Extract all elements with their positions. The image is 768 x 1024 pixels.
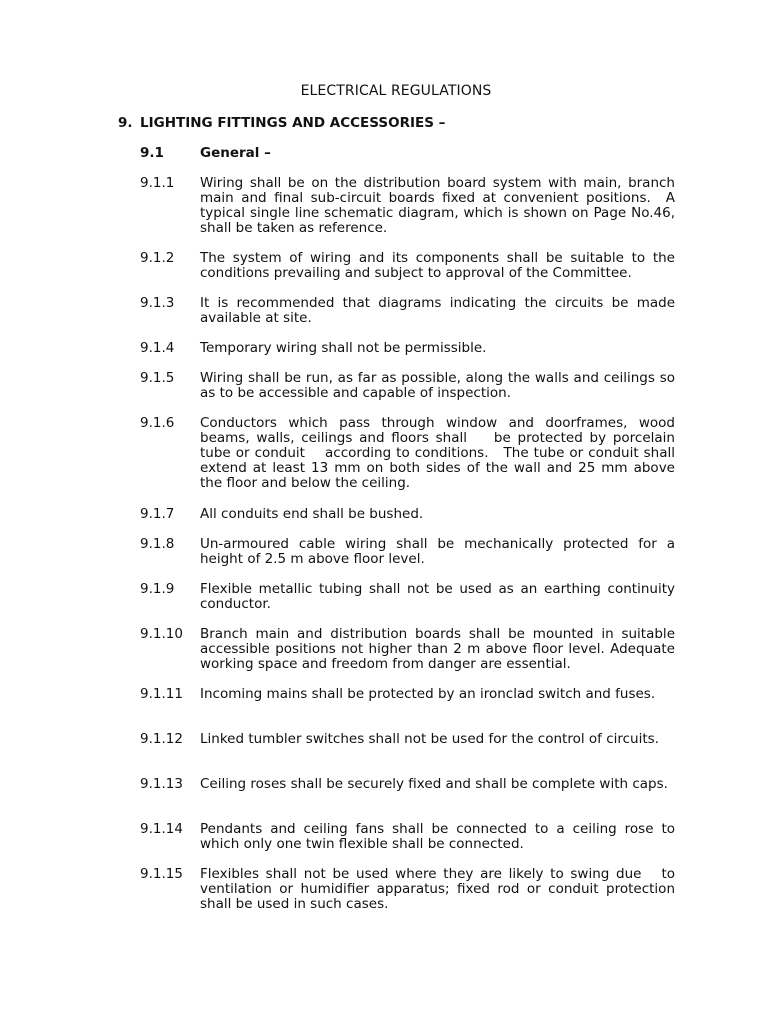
clause-number: 9.1.9 bbox=[140, 581, 175, 597]
clause-9-1-2 bbox=[140, 250, 680, 281]
clause-text: Branch main and distribution boards shall be mounted in suitable accessible positions not higher than 2 m above floor level. Adequate working space and freedom from danger are essential. bbox=[200, 626, 680, 672]
clause-text: Ceiling roses shall be securely fixed and shall be complete with caps. bbox=[200, 776, 668, 792]
clause-text: Wiring shall be run, as far as possible, along the walls and ceilings so as to be accessible and capable of inspection. bbox=[200, 370, 680, 401]
clause-9-1-5 bbox=[140, 370, 680, 401]
clause-text: Linked tumbler switches shall not be used for the control of circuits. bbox=[200, 731, 659, 747]
clause-text: All conduits end shall be bushed. bbox=[200, 506, 424, 522]
clause-9-1-4 bbox=[140, 341, 675, 356]
clause-text: Temporary wiring shall not be permissible. bbox=[200, 340, 487, 356]
clause-9-1-15 bbox=[140, 866, 680, 912]
clause-9-1-8 bbox=[140, 536, 680, 567]
clause-text: Flexible metallic tubing shall not be used as an earthing continuity conductor. bbox=[200, 581, 680, 612]
clause-number: 9.1.1 bbox=[140, 175, 175, 191]
clause-number: 9.1.10 bbox=[140, 626, 183, 642]
clause-9-1-6 bbox=[140, 415, 723, 491]
clause-text: It is recommended that diagrams indicating the circuits be made available at site. bbox=[200, 295, 680, 326]
clause-text: Conductors which pass through window and doorframes, wood beams, walls, ceilings and floors shall be protected by porcelain tube or conduit according to conditions. The tube or conduit shall extend at least 13 mm on both sides of the wall and 25 mm above the floor and below the ceiling. bbox=[200, 415, 723, 491]
section-number: 9. bbox=[118, 115, 133, 131]
clause-text: Pendants and ceiling fans shall be connected to a ceiling rose to which only one twin flexible shall be connected. bbox=[200, 821, 680, 852]
section-heading bbox=[118, 116, 445, 131]
clause-text: Incoming mains shall be protected by an ironclad switch and fuses. bbox=[200, 686, 656, 702]
clause-text: Wiring shall be on the distribution board system with main, branch main and final sub-circuit boards fixed at convenient positions. A typical single line schematic diagram, which is shown on Page No.46, shall be taken as reference. bbox=[200, 175, 680, 236]
clause-9-1-13 bbox=[140, 777, 675, 792]
clause-number: 9.1.14 bbox=[140, 821, 183, 837]
clause-number: 9.1.13 bbox=[140, 776, 183, 792]
clause-9-1-7 bbox=[140, 507, 675, 522]
clause-number: 9.1.2 bbox=[140, 250, 175, 266]
clause-number: 9.1.8 bbox=[140, 536, 175, 552]
clause-9-1-12 bbox=[140, 732, 675, 747]
clause-number: 9.1.7 bbox=[140, 506, 175, 522]
clause-9-1-10 bbox=[140, 626, 680, 672]
document-title: ELECTRICAL REGULATIONS bbox=[300, 83, 492, 99]
clause-number: 9.1.12 bbox=[140, 731, 183, 747]
subsection-number: 9.1 bbox=[140, 145, 164, 161]
clause-9-1-9 bbox=[140, 581, 680, 612]
clause-text: Un-armoured cable wiring shall be mechanically protected for a height of 2.5 m above floor level. bbox=[200, 536, 680, 567]
clause-number: 9.1.5 bbox=[140, 370, 175, 386]
subsection-heading bbox=[140, 146, 271, 161]
clause-number: 9.1.6 bbox=[140, 415, 175, 431]
clause-number: 9.1.15 bbox=[140, 866, 183, 882]
clause-number: 9.1.3 bbox=[140, 295, 175, 311]
subsection-title: General – bbox=[200, 145, 271, 161]
clause-number: 9.1.11 bbox=[140, 686, 183, 702]
clause-text: The system of wiring and its components shall be suitable to the conditions prevailing and subject to approval of the Committee. bbox=[200, 250, 680, 281]
clause-number: 9.1.4 bbox=[140, 340, 175, 356]
clause-9-1-3 bbox=[140, 295, 680, 326]
clause-9-1-14 bbox=[140, 821, 680, 852]
clause-9-1-11 bbox=[140, 687, 675, 702]
clause-9-1-1 bbox=[140, 175, 680, 236]
clause-text: Flexibles shall not be used where they are likely to swing due to ventilation or humidifier apparatus; fixed rod or conduit protection shall be used in such cases. bbox=[200, 866, 680, 912]
section-title: LIGHTING FITTINGS AND ACCESSORIES – bbox=[140, 115, 446, 131]
